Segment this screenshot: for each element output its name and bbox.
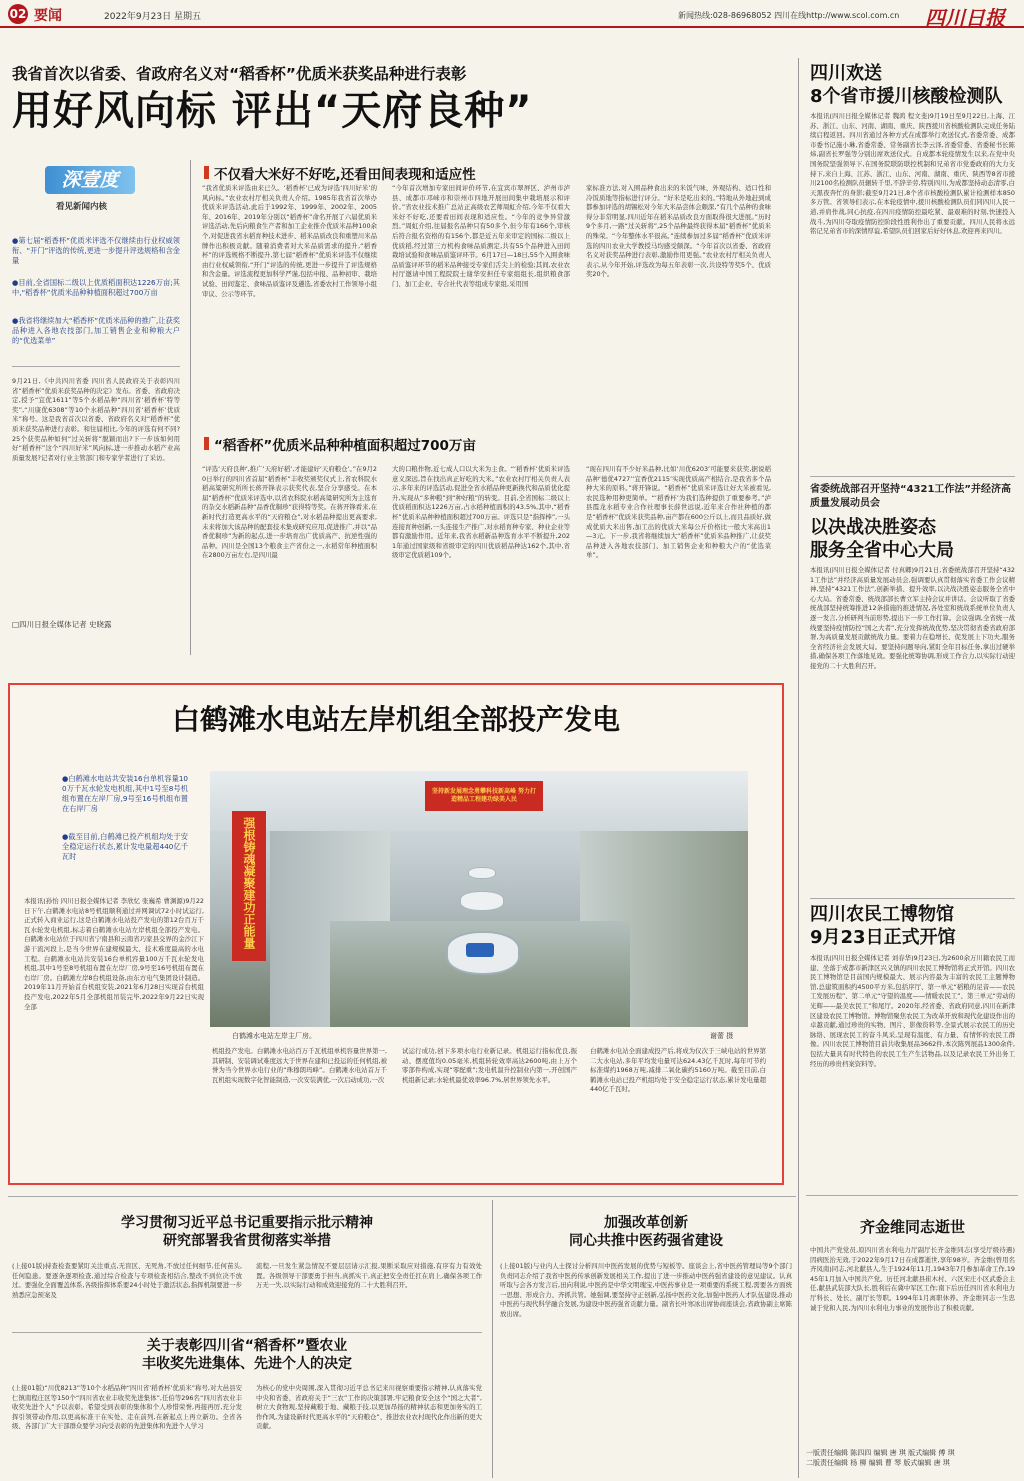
divider xyxy=(190,160,191,655)
bottom-3-body: (上接01版)与业内人士探讨分析四川中医药发展的优势与短板等。座谈会上,省中医药管理局等9个部门负责同志介绍了我省中医药传承创新发展相关工作,提出了进一步推动中医药强省建设的意见建议。认真听取与会各方发言后,田向利说,中医药是中华文明瑰宝,中医药事业是一项重要的系统工程,需要各方面统一思想、形成合力、齐抓共管。她强调,要坚持守正创新,弘扬中医药文化,加强中医药人才队伍建设,推动中医药与现代科学融合发展,为建设中医药强省贡献力量。副省长叶寒冰出席协商座谈会,省政协副主席陈放出席。 xyxy=(500,1262,792,1318)
baihetan-col-1: 机组投产发电。白鹤滩水电站百万千瓦机组单机容量世界第一,其研制、安装调试难度远大于世界在建和已投运的任何机组,被誉为当今世界水电行业的“珠穆朗玛峰”。白鹤滩水电站首万千瓦机组实现数字化智能制造,一次安装满优,一次启动成功,一次 xyxy=(212,1047,387,1084)
baihetan-story-box xyxy=(8,683,784,1185)
lead-sub2: “稻香杯”优质米品种种植面积超过700万亩 xyxy=(214,438,476,454)
article-2-kicker: 省委统战部召开坚持“4321工作法”并经济高质量发展动员会 xyxy=(810,484,1011,509)
divider xyxy=(12,1332,482,1333)
lead-intro: 9月21日,《中共四川省委 四川省人民政府关于表彰四川省“稻香杯”优质米获奖品种的决定》发布。省委、省政府决定,授予“宜优1611”等5个水稻品种“四川省‘稻香杯’特等奖”,“川康优6308”等10个水稻品种“四川省‘稻香杯’优质米”称号。这是我省首次以省委、省政府名义对“稻香杯”优质米获奖品种进行表彰。和往届相比,今年的评选有何不同?25个获奖品种如何“过关斩将”脱颖而出?下一步该如何用好“稻香杯”这个“四川好米”风向标,进一步推动水稻产业高质量发展?记者对行业主管部门和专家学者进行了采访。 xyxy=(12,377,180,462)
bottom-1-col-2: 流程,一旦发生紧急情况不要层层请示汇报,果断采取应对措施,有序有力有效处置。各级领导干部要勇于担当,真抓实干,真正把安全责任扛在肩上,确保各项工作万无一失,以实际行动和成效迎接党的二十大胜利召开。 xyxy=(256,1262,482,1290)
photo-vertical-banner xyxy=(232,811,266,961)
baihetan-col-2: 试运行成功,创下多项水电行业新记录。机组运行指标优良,振动、摆度值均0.05毫米,机组转轮效率高达2600吨,由上万个零部件构成,实现“零配重”;发电机温升控制业内第一,开创国产机组新记录;水轮机最优效率96.7%,居世界领先水平。 xyxy=(402,1047,577,1084)
lead-sub2-col-3: “现在四川有不少好米品种,比如‘川优6203’可能要来获奖,据说稻品种‘德优4727’‘宜香优2115’实现优质高产相结合,是我省多个品种大米的原料。”蒋开锋说。“稻香杯”优质米评选让好大米被看见,农民选种用种更简单。“‘稻香杯’为我们选种提供了重要参考。”泸县霞龙水稻专业合作社理事长薛世远说,近年来合作社种植的都是“稻香杯”优质米获奖品种,亩产都在600公斤以上,而且品质好,做成优质大米出售,加工出的优质大米每公斤价格比一般大米高出1—3元。下一步,我省将继续加大“稻香杯”优质米品种推广,让获奖品种进入各地农技部门、加工销售企业和种粮大户的“优选菜单”。 xyxy=(586,465,771,560)
bottom-2-col-2: 为核心的党中央周围,深入贯彻习近平总书记来川视察重要指示精神,认真落实党中央和省委、省政府关于“三农”工作的决策部署,牢记粮食安全这个“国之大者”,树立大食物观,坚持藏粮于地、藏粮于技,以更加昂扬的精神状态和更加务实的工作作风,为建设新时代更高水平的“天府粮仓”、推进农业农村现代化作出新的更大贡献。 xyxy=(256,1384,482,1431)
photo-vertical-text: 强根铸魂凝聚建功正能量 xyxy=(242,817,256,949)
lead-bullet-3: ●我省将继续加大“稻香杯”优质米品种的推广,让获奖品种进入各地农技部门,加工销售企业和种粮大户的“优选菜单” xyxy=(12,316,180,345)
article-2-body: 本报讯(四川日报全媒体记者 付真卿)9月21日,省委统战部召开坚持“4321工作法”并经济高质量发展动员会,强调要认真贯彻落实省委工作会议精神,坚持“4321工作法”,创新举措、提升效率,以决战决胜姿态服务全省中心大局。省委常委、统战部部长曹立军主持会议并讲话。会议听取了省委统战部坚持统筹推进12条措施的推进情况,各处室和统战系统单位负责人逐一发言,分析研判当前形势,提出下一步工作打算。会议强调,全省统一战线要坚持疫情防控“国之大者”,充分发挥统战优势,坚决贯彻省委省政府部署,为高质量发展贡献统战力量。要着力在稳增长、促发展上下功夫,服务全省经济社会发展大局。要坚持问题导向,紧盯全年目标任务,拿出过硬举措,确保各项工作落地见效。要强化统筹协调,形成工作合力,以实际行动迎接党的二十大胜利召开。 xyxy=(810,566,1015,670)
bottom-2-col-1: (上接01版)“川优8213”等10个水稻品种“四川省‘稻香杯’优质米”称号,对大邑县安仁镇南程庄区等150个“四川省农业丰收奖先进集体”,任伯等296名“四川省农业丰收奖先进个人”予以表彰。希望受到表彰的集体和个人珍惜荣誉,再接再厉,充分发挥引领带动作用,以更高标准干在实处、走在前列,在新起点上再立新功。全省各级、各部门广大干部群众要学习向受表彰的先进集体和先进个人学习 xyxy=(12,1384,242,1431)
masthead-bar xyxy=(0,0,1024,28)
article-4-title: 齐金维同志逝世 xyxy=(859,1218,965,1236)
issue-date: 2022年9月23日 星期五 xyxy=(104,12,201,22)
lead-bullet-1: ●第七届“稻香杯”优质米评选不仅继续由行业权威领衔、“开门”评选的传统,更进一步提升评选规格和含金量 xyxy=(12,236,180,265)
baihetan-body-left: 本报讯(孙怡 四川日报全媒体记者 李欣忆 张巍希 曹渊源)9月22日下午,白鹤滩水电站8号机组顺利通过并网调试72小时试运行,正式转入商业运行,这是白鹤滩水电站投产发电的第12台百万千瓦水轮发电机组,标志着白鹤滩水电站左岸机组全部投产发电。白鹤滩水电站位于四川省宁南县和云南省巧家县交界的金沙江下游干流河段上,是当今世界在建规模最大、技术难度最高的水电工程。白鹤滩水电站共安装16台单机容量100万千瓦水轮发电机组,其中1号至8号机组布置在左岸厂房,9号至16号机组布置在右岸厂房。白鹤滩左岸8台机组设备,由东方电气集团设计制造。2019年11月开始首台机组安装,2021年6月28日实现首台机组投产发电,2022年5月全部机组吊装完毕,2022年9月22日实现全部 xyxy=(24,897,204,1011)
lead-sub1-col-3: 家标准方法,对入围品种食出来的米饭气味、外观结构、适口性和冷饭质地等指标进行评分。“好米是吃出来的。”特地从外地赶到成都参加评选的胡锡松对今年大米品尝体会颇深,“有几个品种的食味得分非常明显,四川近年在稻米品质改良方面取得很大进展。”历时9个多月,一路“过关斩将”,25个品种最终获得本届“稻香杯”优质米的殊荣。“今年整体水平很高。”连续参加过多届“稻香杯”优质米评选的四川农业大学教授马均感受颇深。“今年首次以省委、省政府名义对获奖品种进行表彰,激励作用更强。”农业农村厅相关负责人表示,从今年开始,评选改为每五年表彰一次,共设特等奖5个、优质奖20个。 xyxy=(586,184,771,279)
column-logo: 深壹度 xyxy=(61,169,119,191)
divider xyxy=(798,58,799,1478)
newspaper-logo: 四川日报 xyxy=(925,6,1005,30)
lead-kicker: 我省首次以省委、省政府名义对“稻香杯”优质米获奖品种进行表彰 xyxy=(12,65,467,83)
divider xyxy=(8,1196,796,1197)
page-number: 02 xyxy=(8,4,28,24)
section-marker xyxy=(204,166,209,179)
column-subtitle: 看见新闻内核 xyxy=(56,202,108,212)
generator-unit xyxy=(468,867,496,879)
article-4-body: 中国共产党党员,原四川省水利电力厅副厅长齐金维同志(享受厅级待遇)因病医治无效,于2022年9月17日在成都逝世,享年98岁。齐金维(曾用名齐凤南)同志,河北献县人,生于1924年11月,1943年7月参加革命工作,1945年1月加入中国共产党。历任河北献县崔木村、六区宋庄小区武委会主任,献县武装部大队长,胜利后在冀中军区工作;南下后历任四川省水利电力厅科长、处长、副厅长等职。1994年1月离职休养。齐金维同志一生忠诚于党和人民,为四川水利电力事业的发展作出了积极贡献。 xyxy=(810,1246,1015,1312)
generator-badge xyxy=(466,943,494,957)
divider xyxy=(12,366,180,367)
divider xyxy=(810,476,1015,477)
bottom-1-title: 学习贯彻习近平总书记重要指示批示精神 研究部署我省贯彻落实举措 xyxy=(121,1215,373,1249)
photo-credit: 谢蕾 摄 xyxy=(710,1032,734,1040)
lead-headline: 用好风向标 评出“天府良种” xyxy=(12,88,533,134)
bottom-2-title: 关于表彰四川省“稻香杯”暨农业 丰收奖先进集体、先进个人的决定 xyxy=(142,1338,352,1372)
hotline-text[interactable]: 新闻热线:028-86968052 四川在线http://www.scol.com.cn xyxy=(678,11,900,20)
photo-caption: 白鹤滩水电站左岸主厂房。 xyxy=(232,1032,316,1040)
article-3-body: 本报讯(四川日报全媒体记者 刘春华)9月23日,为2600余万川籍农民工而建、坐落于成都市新津区兴义镇的四川农民工博物馆将正式开馆。四川农民工博物馆是目前国内规模最大、展示内容最为丰富的农民工主题博物馆,总建筑面积约4500平方米,包括序厅、第一单元“稻粮的足音——农民工发展历程”、第二单元“守望的温度——情暖农民工”、第三单元“劳动的光辉——最美农民工”和尾厅。2020年,经省委、省政府同意,四川在新津区建设农民工博物馆。博物馆聚焦农民工为改革开放和现代化建设作出的卓越贡献,通过珍贵的实物、图片、影像资料等,全景式展示农民工的历史脉络、展现农民工的奋斗风采,呈现有温度、有力量、有情怀的农民工群像。四川农民工博物馆目前共收集展品3662件,本次陈列展品1300余件,包括大量具有时代特色的农民工生产生活物品,以及记录农民工外出务工经历的珍贵档案资料等。 xyxy=(810,954,1015,1068)
baihetan-bullet-1: ●白鹤滩水电站共安装16台单机容量100万千瓦水轮发电机组,其中1号至8号机组布置在左岸厂房,9号至16号机组布置在右岸厂房 xyxy=(62,774,188,813)
article-1-body: 本报讯(四川日报全媒体记者 魏鸿 程文斐)9月19日至9月22日,上海、江苏、浙江、山东、河南、湖南、重庆、陕西援川省核酸检测队完成任务陆续启程返回。四川省通过各种方式在成都举行欢送仪式,省委常委、成都市委书记施小琳,省委常委、常务副省长李云泽,省委常委、省委秘书长陈炜,副省长罗强等分别出席欢送仪式。自成都本轮疫情发生以来,在党中央国务院坚强领导下,在国务院联防联控机制和兄弟省市党委政府的大力支持下,来自上海、江苏、浙江、山东、河南、湖南、重庆、陕西等8省市援川2100名检测队员辗转千里,不辞辛劳,特别四川,为成都坚持动态清零,白天黑夜奔忙的身影;截至9月21日,8个省市核酸检测队累计检测样本850多万管。省领导们表示,在本轮疫情中,援川核酸检测队员们同四川人民一道,并肩作战,同心抗疫,在四川疫情防控最吃紧、最艰难的时刻,快速投入战斗,为四川夺取疫情防控阶段性胜利作出了重要贡献。四川人民将永远铭记兄弟省市的深情厚谊,希望队员们回家后好好休息,欢迎再来四川。 xyxy=(810,112,1015,236)
baihetan-bullet-2: ●截至目前,白鹤滩已投产机组均处于安全稳定运行状态,累计发电量超440亿千瓦时 xyxy=(62,832,188,861)
baihetan-headline: 白鹤滩水电站左岸机组全部投产发电 xyxy=(171,703,620,736)
editor-credits: 一版责任编辑 陈四四 编辑 唐 琪 版式编辑 傅 琪 二版责任编辑 杨 柳 编辑 曹 琴 版式编辑 唐 琪 xyxy=(806,1449,955,1467)
generator-unit xyxy=(460,891,504,911)
lead-bullet-2: ●目前,全省国标二级以上优质稻面积达1226万亩;其中,“稻香杯”优质米品种种植面积超过700万亩 xyxy=(12,278,180,297)
column-logo-box xyxy=(45,166,135,194)
photo-banner-box xyxy=(425,781,543,811)
bottom-1-col-1: (上接01版)持查检查要紧盯关注重点,无盲区、无死角,不放过任何细节,任何苗头,任何隐患。要逐条逐项检查,通过综合检查与专项检查相结合,整改不到位决不放过。要强化全面覆盖体系,各级指挥体系要24小时处于激活状态,指挥机制要进一步熟悉应急预案及 xyxy=(12,1262,242,1299)
article-2-title: 以决战决胜姿态 服务全省中心大局 xyxy=(810,517,954,561)
divider xyxy=(492,1200,493,1478)
article-3-title: 四川农民工博物馆 9月23日正式开馆 xyxy=(810,904,956,948)
lead-sub2-col-1: “评选‘天府良种’,推广‘天府好稻’,才能建好‘天府粮仓’。”在9月20日举行的四川省首届“稻香杯”丰收奖颁奖仪式上,省农科院水稻高粱研究所所长蒋开锋表示获奖代表,坚合分享感受。在本届“稻香杯”优质米评选中,以省农科院水稻高粱研究所为主选育的杂交水稻新品种“品香优秱珍”获得特等奖。在蒋开锋看来,在新时代打造更高水平的“天府粮仓”,对水稻品种提出更高要求,未来将加大该品种的配套技术集成研究应用,促进推广,并以“品香优秱珍”为新的起点,进一步培育出广优质高产、抗逆性强的品种。四川是全国13个粮食主产省份之一,水稻常年种植面积在2800万亩左右,是四川最 xyxy=(202,465,377,560)
section-marker xyxy=(204,437,209,450)
divider xyxy=(810,898,1015,899)
photo-banner-text: 坚持新发展理念勇攀科技新高峰 努力打造精品工程建功绿美人民 xyxy=(431,788,537,803)
lead-sub2-col-2: 大的口粮作物,近七成人口以大米为主食。“‘稻香杯’优质米评选意义深远,旨在找出真正好吃的大米。”农业农村厅相关负责人表示,多年来的评选活动,促进全省水稻品种更新换代和品质优化提升,实现从“多种粮”到“种好粮”的转变。目前,全省国标二级以上优质稻面积达1226万亩,占水稻种植面积的43.5%,其中,“稻香杯”优质米品种种植面积超过700万亩。评选只是“指挥棒”,一头连接育种创新,一头连接生产推广,对水稻育种专家、种业企业等都有激励作用。近年来,我省水稻新品种选育水平不断提升,2021年通过国家级和省级审定的四川优质稻品种达162个,其中,省级审定优质稻109个。 xyxy=(392,465,570,560)
lead-sub1: 不仅看大米好不好吃,还看田间表现和适应性 xyxy=(214,167,476,183)
lead-sub1-col-1: “我省优质米评选由来已久。‘稻香杯’已成为评选‘四川好米’的风向标。”农业农村厅相关负责人介绍。1985年我省首次举办优质米评选活动,此后于1992年、1999年、2002年、2005年、2016年、2019年分别以“稻香杯”命名开展了六届优质米评选活动,先后向粮食生产者和加工企业推介优质米品种100余个,对促进我省水稻育种技术进步、稻米品质改良和重塑川米品牌作出积极贡献。随着消费者对大米品质需求的提升,“稻香杯”的评选规格不断提升,第七届“稻香杯”优质米评选不仅继续由行业权威领衔,“开门”评选的传统,更进一步提升了评选规格和含金量。评选流程更加科学严谨,包括申报、品种初审、栽培试验、田间鉴定、食味品质鉴评及遴选,省委农村工作领导小组审议、公示等环节。 xyxy=(202,184,377,298)
section-name: 要闻 xyxy=(34,8,62,24)
lead-sub1-col-2: “今年首次增加专家田间评价环节,在宜宾市翠屏区、泸州市泸县、成都市邛崃市和崇州市四地开展田间集中栽培展示和评价。”省农业技术推广总站正高级农艺师周虹介绍,今年不仅看大米好不好吃,还要看田间表现和适应性。“今年的竞争异常激烈。”周虹介绍,往届报名品种只有50多个,但今年有166个,审核后符合报名资格的有156个,都是近五年来审定的国标二级以上优质稻,经过第三方机构食味品质测定,共有55个品种进入田间栽培试验和食味品质鉴评环节。6月17日—18日,55个入围食味品质鉴评环节的稻米品种接受专家们舌尖上的检验;其间,农业农村厅邀请中国工程院院士谢华安担任专家组组长,组织粮食部门、加工企业、专合社代表等组成专家组,采用国 xyxy=(392,184,570,288)
article-1-title: 四川欢送 8个省市援川核酸检测队 xyxy=(810,63,1003,107)
bottom-3-title: 加强改革创新 同心共推中医药强省建设 xyxy=(569,1215,723,1249)
baihetan-col-3: 白鹤滩水电站全面建成投产后,将成为仅次于三峡电站的世界第二大水电站,多年平均发电量可达624.43亿千瓦时,每年可节约标准煤约1968万吨,减排二氧化碳约5160万吨。截至目前,白鹤滩水电站已投产机组均处于安全稳定运行状态,累计发电量超440亿千瓦时。 xyxy=(590,1047,766,1094)
power-station-photo xyxy=(210,771,748,1027)
divider xyxy=(806,1195,1018,1196)
lead-byline: □四川日报全媒体记者 史晓露 xyxy=(12,620,112,629)
